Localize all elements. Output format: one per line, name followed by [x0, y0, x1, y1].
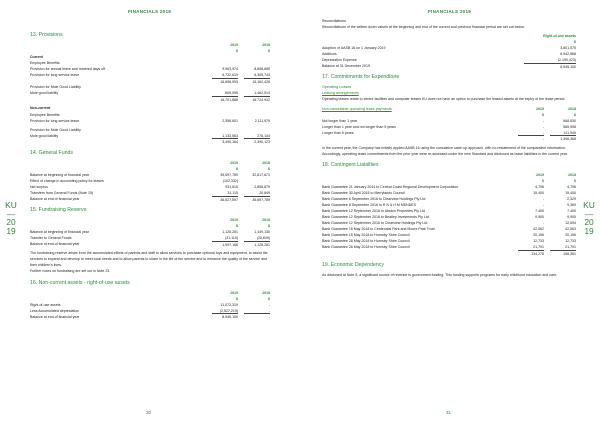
row-label: Provision for Mole Good Liability: [30, 127, 81, 132]
col-unit: $: [542, 178, 544, 183]
row-value: 2,329: [567, 197, 576, 202]
section-title-provisions: 13. Provisions: [30, 32, 63, 38]
row-value: 605,095: [225, 91, 238, 96]
right-content: [322, 18, 576, 278]
total-row: [30, 196, 270, 202]
row-label: Net surplus: [30, 184, 48, 189]
col-year: 2018: [262, 218, 270, 223]
row-value: 1,133,563: [222, 133, 238, 138]
row-value: 16,724,942: [244, 96, 270, 103]
row-value: 12,733: [533, 239, 544, 244]
subheading: Leasing arrangements: [322, 91, 359, 96]
col-year: 2018: [262, 160, 270, 165]
row-label: Employee Benefits: [30, 112, 60, 117]
row-value: -: [268, 178, 270, 183]
row-label: Provision for long service leave: [30, 73, 80, 78]
row-value: -: [542, 221, 544, 226]
row-label: Balance at end of financial year: [30, 197, 80, 202]
row-label: Bank Guarantee 21 January 2014 to Central Coast Regional Development Corporation: [322, 184, 459, 189]
row-value: 36,527,597: [212, 196, 238, 203]
row-label: Effect of change in accounting policy for leases: [30, 178, 104, 183]
row-value: 158,351: [550, 250, 576, 257]
row-label: Bank Guarantee 15 May 2018 to Hornsby Shire Council: [322, 233, 410, 238]
row-value: 9,900: [567, 215, 576, 220]
right-page: [300, 0, 600, 424]
row-value: 35,697,789: [220, 172, 238, 177]
row-value: 8,545,100: [212, 313, 238, 320]
side-label-dash: —: [6, 208, 16, 219]
row-value: 21,791: [533, 245, 544, 250]
col-year: 2019: [536, 106, 544, 111]
row-value: 8,545,100: [524, 63, 576, 70]
row-value: -: [542, 130, 544, 135]
row-value: 1,462,514: [254, 91, 270, 96]
col-year: 2019: [536, 172, 544, 177]
row-value: 12,733: [565, 239, 576, 244]
row-value: 15,162,428: [244, 78, 270, 85]
side-label-dash: —: [584, 208, 594, 219]
row-label: Right-of-use assets: [30, 302, 61, 307]
row-value: 15,400: [533, 191, 544, 196]
row-value: 7,400: [535, 209, 544, 214]
row-value: 134,278: [518, 250, 544, 257]
row-label: Bank Guarantee 6 September 2016 to Clearview Holdings Pty Ltd: [322, 197, 426, 202]
row-value: 6,305,743: [254, 73, 270, 78]
row-value: 2,111,979: [254, 118, 270, 123]
side-label-19: 19: [584, 225, 594, 236]
left-content: [30, 32, 270, 320]
col-unit: $: [574, 178, 576, 183]
total-row: [30, 241, 270, 247]
section-title-economic: 19. Economic Dependency: [322, 261, 384, 268]
paragraph: In the current year, the Company has initially applied AASB 16 using the cumulative catch up approach, with no restatement of the comparative information. Accordingly, operating lease commitments from the prior year were re-assessed under the new Standard and disclosed as lease liabilities in the current year.: [322, 145, 568, 156]
page-header: FINANCIALS 2019: [128, 9, 172, 14]
row-value: 8,856,685: [254, 67, 270, 72]
row-label: Adoption of AASB 16 on 1 January 2019: [322, 46, 386, 51]
section-title-general-funds: 14. General Funds: [30, 149, 73, 156]
row-label: Bank Guarantee 12 September 2016 to Clearview Holdings Pty Ltd: [322, 221, 428, 226]
section-title-contingent: 18. Contingent Liabilities: [322, 161, 379, 168]
row-label: Transfer to General Funds: [30, 236, 72, 241]
row-value: 20,196: [533, 233, 544, 238]
side-label-ku: KU: [583, 200, 595, 210]
total-row: [322, 251, 576, 257]
row-value: 2,390,123: [244, 138, 270, 145]
col-unit: $: [236, 296, 238, 301]
row-value: 16,701,688: [212, 96, 238, 103]
row-value: (102,332): [222, 178, 238, 183]
row-label: Balance at end of financial year: [30, 314, 80, 319]
row-value: -: [542, 118, 544, 123]
row-value: 11,072,319: [220, 302, 238, 307]
row-value: 31,115: [227, 190, 238, 195]
row-label: Bank Guarantee 28 May 2018 to Hornsby Shire Council: [322, 239, 410, 244]
row-value: 1,396,368: [550, 135, 576, 142]
row-label: Provision for long service leave: [30, 118, 80, 123]
side-label-ku: KU: [5, 200, 17, 210]
row-label: Less Accumulated depreciation: [30, 308, 80, 313]
total-row: [30, 139, 270, 145]
row-label: Balance at 31 December 2019: [322, 64, 370, 69]
section-title-fundraising: 15. Fundraising Reserve: [30, 207, 87, 214]
row-label: Balance at beginning of financial year: [30, 230, 89, 235]
row-label: Bank Guarantee 8 September 2016 to R N & H M MENDES: [322, 203, 417, 208]
side-label: [582, 201, 596, 235]
side-label: [4, 201, 18, 235]
row-label: Bank Guarantee 28 May 2018 to Hornsby Shire Council: [322, 245, 410, 250]
row-label: Current: [30, 55, 43, 60]
page-header: FINANCIALS 2019: [428, 9, 472, 14]
row-value: 1,097,166: [212, 241, 238, 248]
row-value: 35,697,789: [244, 196, 270, 203]
subheading: Operating Leases: [322, 85, 352, 90]
col-year: 2018: [262, 43, 270, 47]
row-value: 32,817,671: [252, 172, 270, 177]
row-label: Longer than 1 year and not longer than 5 years: [322, 124, 396, 129]
row-label: Balance at end of financial year: [30, 242, 80, 247]
row-label: Not longer than 1 year: [322, 118, 358, 123]
row-value: 3,801,575: [560, 46, 576, 51]
col-year: 2019: [230, 160, 238, 165]
total-row: [30, 314, 270, 320]
col-year: 2018: [568, 106, 576, 111]
row-value: 15,400: [565, 191, 576, 196]
row-label: Bank Guarantee 30 April 2015 to Merrylands Council: [322, 191, 405, 196]
row-value: 3,490,164: [212, 138, 238, 145]
paragraph: Reconciliations of the written down values at the beginning and end of the current and previous financial period are set out below.: [322, 25, 525, 30]
paragraph: Further notes on fundraising are set out in Note 23.: [30, 269, 111, 274]
row-label: Mole good liability: [30, 133, 59, 138]
col-unit: $: [268, 49, 270, 54]
row-value: 2,858,879: [254, 184, 270, 189]
row-value: 585,598: [563, 124, 576, 129]
row-value: 278,144: [257, 133, 270, 138]
row-value: 12,694: [565, 221, 576, 226]
row-value: 668,830: [563, 118, 576, 123]
col-year: 2019: [230, 290, 238, 295]
col-unit: $: [574, 112, 576, 117]
section-title-commitments: 17. Commitments for Expenditure: [322, 74, 400, 81]
row-value: -: [542, 197, 544, 202]
row-label: Employee Benefits: [30, 61, 60, 66]
row-label: Depreciation Expense: [322, 58, 357, 63]
page-number: 30: [146, 410, 152, 415]
row-value: 1,128,281: [222, 230, 238, 235]
row-value: 9,963,974: [222, 67, 238, 72]
row-value: 6,732,619: [222, 73, 238, 78]
col-label: Non-cancellable operating lease payments: [322, 106, 392, 111]
side-label-19: 19: [6, 225, 16, 236]
row-label: Transfers from General Funds (Note 15): [30, 190, 94, 195]
row-value: 4,796: [567, 184, 576, 189]
row-value: 1,128,281: [244, 241, 270, 248]
table-row: [30, 118, 270, 124]
row-value: -: [518, 135, 544, 142]
row-value: -: [268, 302, 270, 307]
col-label: Right-of-use assets: [543, 34, 576, 39]
section-title-rou-assets: 16. Non-current assets - right-of-use assets: [30, 279, 130, 286]
row-value: 21,791: [565, 245, 576, 250]
row-label: Bank Guarantee 12 September 2016 to Beatley Investments Pty Ltd: [322, 215, 429, 220]
col-unit: $: [268, 296, 270, 301]
row-value: 1,149,130: [254, 230, 270, 235]
col-unit: $: [236, 224, 238, 229]
row-value: (20,849): [256, 236, 270, 241]
row-label: Additions: [322, 52, 337, 57]
row-value: 16,696,593: [212, 78, 238, 85]
paragraph: As disclosed at Note 5, a significant source of revenue is government funding. This funding supports programs for early childhood education and care.: [322, 272, 558, 277]
total-row: [322, 63, 576, 69]
row-label: Mole good liability: [30, 91, 59, 96]
row-value: (2,199,423): [557, 58, 576, 63]
row-value: 6,942,568: [560, 52, 576, 57]
row-label: Provision for Mole Good Liability: [30, 85, 81, 90]
page-number: 31: [446, 410, 452, 415]
row-value: 4,796: [535, 184, 544, 189]
row-value: -: [268, 308, 270, 313]
paragraph: The fundraising reserve arises from the accumulated efforts of parents and staff to allow services to purchase optional toys and equipment, to assist the services to expand and develop to meet local needs and to allow parents to share in the life of the service and to enhance the quality of the service and their children's lives.: [30, 251, 268, 268]
row-label: Non-current: [30, 106, 51, 111]
row-value: 20,196: [565, 233, 576, 238]
row-value: -: [542, 124, 544, 129]
row-value: 931,615: [225, 184, 238, 189]
row-value: (2,527,219): [219, 308, 238, 313]
col-year: 2018: [568, 172, 576, 177]
col-year: 2019: [230, 218, 238, 223]
row-label: Provision for annual leave and rostered days off: [30, 67, 106, 72]
row-value: 7,400: [567, 209, 576, 214]
row-value: 20,849: [259, 190, 270, 195]
row-value: (31,115): [225, 236, 238, 241]
row-value: 42,063: [565, 227, 576, 232]
row-label: Bank Guarantee 12 September 2016 to Abston Properties Pty Ltd: [322, 209, 425, 214]
row-label: Longer than 5 years: [322, 130, 354, 135]
row-value: -: [542, 203, 544, 208]
side-label-20: 20: [6, 217, 16, 228]
row-label: Bank Guarantee 15 May 2018 to Centennial Park and Moore Park Trust: [322, 227, 435, 232]
row-value: 42,062: [533, 227, 544, 232]
row-value: -: [244, 313, 270, 320]
col-unit: $: [236, 166, 238, 171]
col-unit: $: [574, 40, 576, 45]
col-year: 2019: [230, 43, 238, 47]
col-unit: $: [268, 224, 270, 229]
col-unit: $: [268, 166, 270, 171]
row-value: 9,369: [567, 203, 576, 208]
row-value: 2,356,601: [222, 118, 238, 123]
row-value: 141,940: [563, 130, 576, 135]
col-year: 2018: [262, 290, 270, 295]
side-label-20: 20: [584, 217, 594, 228]
paragraph: Operating leases relate to centre facilities and computer leases KU does not have an option to purchase the leased assets at the expiry of the lease period.: [322, 97, 566, 102]
row-value: 9,900: [535, 215, 544, 220]
reconciliations-title: Reconciliations: [322, 19, 346, 23]
row-label: Balance at beginning of financial year: [30, 172, 89, 177]
col-unit: $: [542, 112, 544, 117]
col-unit: $: [236, 49, 238, 54]
